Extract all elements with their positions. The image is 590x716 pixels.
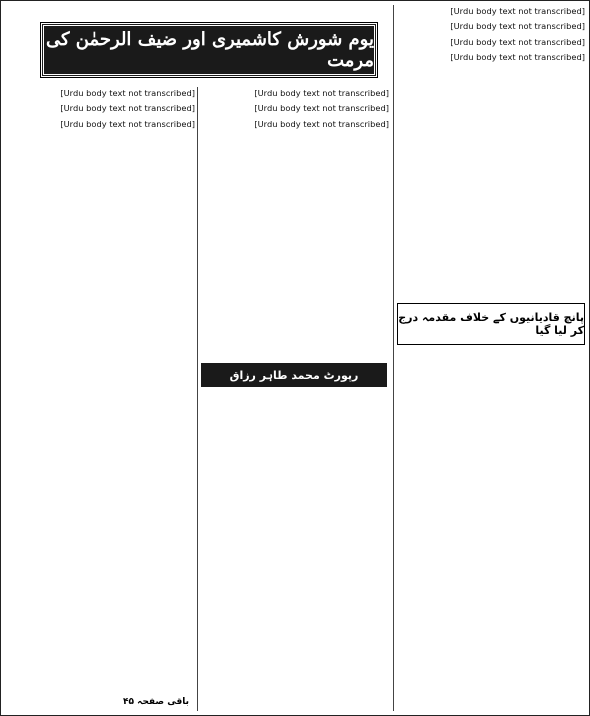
headline-text: یوم شورش کاشمیری اور ضیف الرحمٰن کی مرمت — [45, 29, 374, 71]
continued-note: باقی صفحہ ۴۵ — [123, 697, 189, 707]
column-middle — [199, 87, 389, 713]
paragraph: [Urdu body text not transcribed] — [450, 21, 585, 32]
paragraph: [Urdu body text not transcribed] — [60, 118, 195, 129]
report-byline-text: رپورٹ محمد طاہر رزاق — [229, 368, 359, 382]
paragraph: [Urdu body text not transcribed] — [450, 36, 585, 47]
report-byline — [201, 363, 387, 387]
headline-banner — [41, 23, 377, 77]
boxed-heading-text: پانچ قادیانیوں کے خلاف مقدمہ درج کر لیا گیا — [398, 311, 584, 337]
column-left — [5, 87, 195, 713]
paragraph: [Urdu body text not transcribed] — [450, 52, 585, 63]
column-right — [395, 5, 585, 713]
paragraph: [Urdu body text not transcribed] — [254, 103, 389, 114]
paragraph: [Urdu body text not transcribed] — [254, 88, 389, 98]
boxed-heading — [397, 303, 585, 345]
paragraph: [Urdu body text not transcribed] — [450, 6, 585, 16]
column-divider — [393, 5, 394, 711]
paragraph: [Urdu body text not transcribed] — [60, 103, 195, 114]
paragraph: [Urdu body text not transcribed] — [254, 118, 389, 129]
paragraph: [Urdu body text not transcribed] — [60, 88, 195, 98]
column-divider — [197, 87, 198, 711]
